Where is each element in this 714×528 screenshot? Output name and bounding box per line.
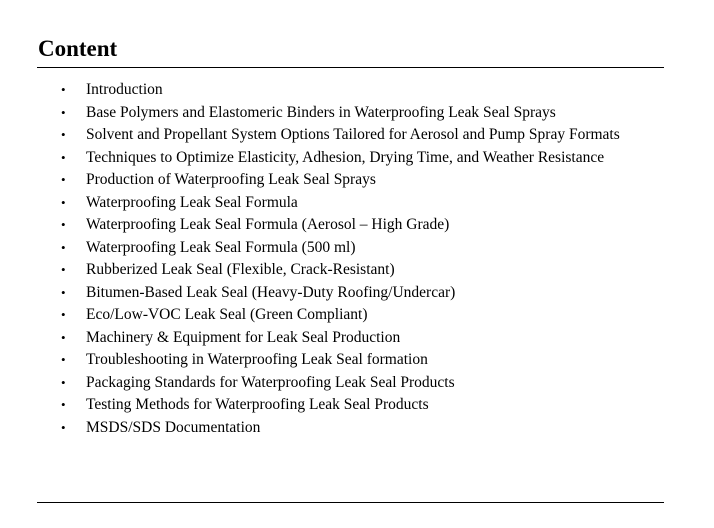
bullet-icon: • [61, 149, 66, 165]
title-divider [37, 67, 664, 68]
list-item-label: Solvent and Propellant System Options Tailored for Aerosol and Pump Spray Formats [86, 126, 620, 143]
footer-divider [37, 502, 664, 503]
bullet-icon: • [61, 307, 66, 322]
list-item-label: Techniques to Optimize Elasticity, Adhesion, Drying Time, and Weather Resistance [86, 148, 605, 166]
bullet-icon: • [61, 374, 66, 390]
list-item-label: MSDS/SDS Documentation [86, 418, 261, 436]
list-item-label: Base Polymers and Elastomeric Binders in Waterproofing Leak Seal Sprays [86, 103, 556, 121]
list-item-label: Packaging Standards for Waterproofing Leak Seal Products [86, 373, 455, 391]
bullet-icon: • [61, 217, 66, 232]
list-item-label: Bitumen-Based Leak Seal (Heavy-Duty Roofing/Undercar) [86, 283, 456, 301]
bullet-icon: • [61, 104, 66, 120]
bullet-icon: • [61, 127, 66, 142]
list-item-label: Eco/Low-VOC Leak Seal (Green Compliant) [86, 306, 368, 323]
bullet-icon: • [61, 262, 66, 277]
list-item-label: Introduction [86, 81, 163, 98]
list-item-label: Troubleshooting in Waterproofing Leak Seal formation [86, 351, 428, 368]
list-item-label: Waterproofing Leak Seal Formula (Aerosol – High Grade) [86, 216, 450, 233]
bullet-icon: • [61, 82, 66, 97]
list-item-label: Production of Waterproofing Leak Seal Sprays [86, 171, 376, 188]
list-item-label: Machinery & Equipment for Leak Seal Production [86, 328, 401, 346]
bullet-icon: • [61, 397, 66, 412]
bullet-icon: • [61, 329, 66, 345]
bullet-icon: • [61, 172, 66, 187]
bullet-icon: • [61, 194, 66, 210]
list-item-label: Waterproofing Leak Seal Formula [86, 193, 298, 211]
bullet-icon: • [61, 284, 66, 300]
bullet-icon: • [61, 419, 66, 435]
list-item-label: Testing Methods for Waterproofing Leak Seal Products [86, 396, 429, 413]
list-item-label: Rubberized Leak Seal (Flexible, Crack-Resistant) [86, 261, 395, 278]
list-item-label: Waterproofing Leak Seal Formula (500 ml) [86, 238, 356, 256]
bullet-icon: • [61, 239, 66, 255]
bullet-icon: • [61, 352, 66, 367]
page-title: Content [38, 36, 118, 61]
